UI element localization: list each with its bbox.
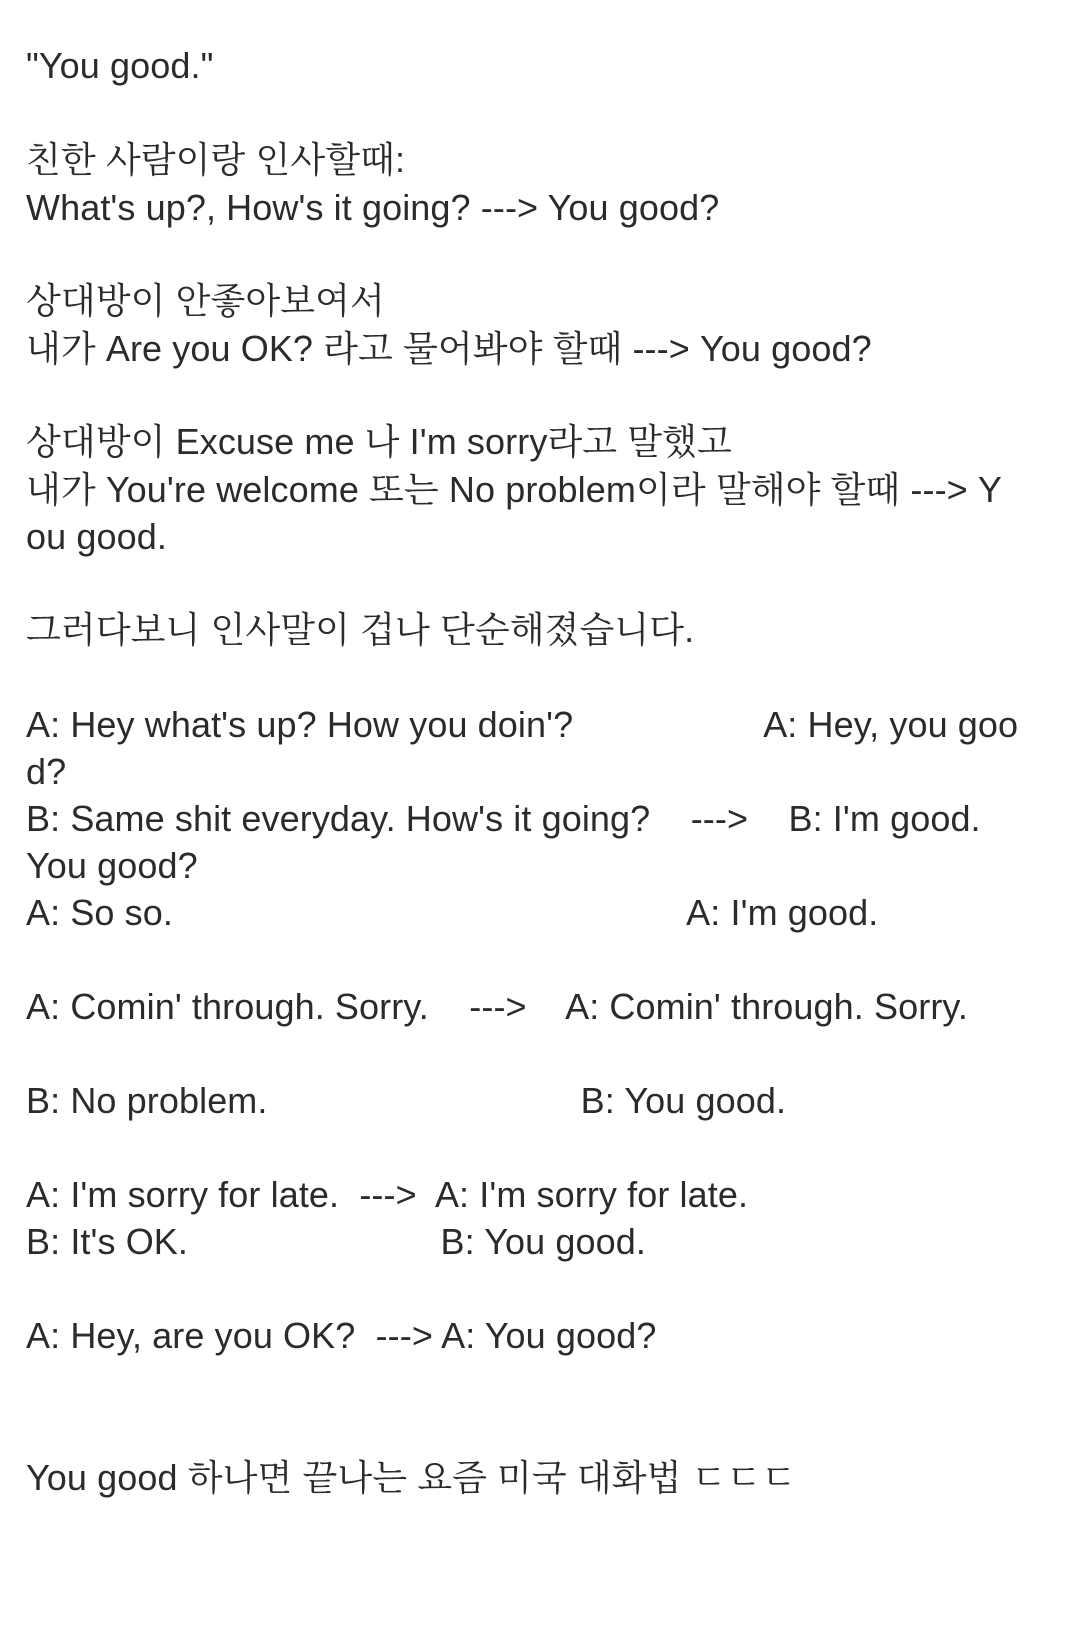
dialogue-line: A: Hey, are you OK? ---> A: You good? xyxy=(26,1315,657,1356)
dialogue-line: A: I'm sorry for late. ---> A: I'm sorry for late. xyxy=(26,1174,749,1215)
text-line: 내가 You're welcome 또는 No problem이라 말해야 할때 ---> Y xyxy=(26,469,1003,510)
text-line: 친한 사람이랑 인사할때: xyxy=(26,139,406,180)
text-line: 상대방이 Excuse me 나 I'm sorry라고 말했고 xyxy=(26,421,732,462)
text-line: ou good. xyxy=(26,516,167,557)
dialogue-line: A: Hey what's up? How you doin'? A: Hey, you goo xyxy=(26,704,1019,745)
dialogue-line: A: So so. A: I'm good. xyxy=(26,892,879,933)
post-body xyxy=(26,0,1056,1640)
text-line: 그러다보니 인사말이 겁나 단순해졌습니다. xyxy=(26,609,695,650)
dialogue-line: A: Comin' through. Sorry. ---> A: Comin' through. Sorry. xyxy=(26,986,968,1027)
dialogue-line: B: Same shit everyday. How's it going? ---> B: I'm good. xyxy=(26,798,981,839)
dialogue-line: d? xyxy=(26,751,67,792)
dialogue-line: B: It's OK. B: You good. xyxy=(26,1221,646,1262)
text-line: 상대방이 안좋아보여서 xyxy=(26,280,385,321)
text-line: 내가 Are you OK? 라고 물어봐야 할때 ---> You good? xyxy=(26,328,872,369)
dialogue-line: You good? xyxy=(26,845,198,886)
text-line: You good 하나면 끝나는 요즘 미국 대화법 ㄷㄷㄷ xyxy=(26,1457,797,1498)
text-line: "You good." xyxy=(26,45,214,86)
dialogue-line: B: No problem. B: You good. xyxy=(26,1080,787,1121)
text-line: What's up?, How's it going? ---> You good? xyxy=(26,187,720,228)
